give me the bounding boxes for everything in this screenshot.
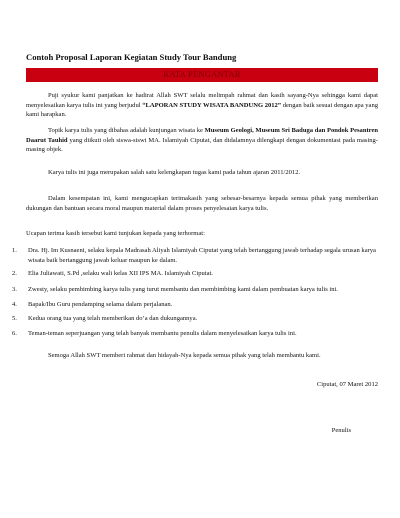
place-date: Ciputat, 07 Maret 2012 bbox=[316, 381, 378, 388]
list-item-number: 3. bbox=[12, 285, 17, 293]
paragraph-3 bbox=[26, 168, 378, 178]
list-item bbox=[12, 329, 380, 339]
visit-locations: Museum Geologi, Museum Sri Baduga dan Pondok Pesantren Daarut Tauhid bbox=[26, 127, 378, 144]
list-item bbox=[12, 314, 380, 324]
report-title-ref: “LAPORAN STUDY WISATA BANDUNG 2012” bbox=[142, 101, 282, 109]
list-item-text: Teman-teman seperjuangan yang telah banyak membantu penulis dalam menyelesaikan karya tulis ini. bbox=[28, 329, 297, 337]
list-item-number: 1. bbox=[12, 247, 17, 254]
list-item-number: 2. bbox=[12, 270, 17, 278]
paragraph-5-text: Ucapan terima kasih tersebut kami tunjukan kepada yang terhormat: bbox=[26, 230, 205, 237]
list-item bbox=[12, 246, 380, 265]
list-item-number: 4. bbox=[12, 301, 17, 309]
paragraph-1-text-c: dengan baik sesuai dengan apa yang kami harapkan. bbox=[26, 101, 379, 119]
document-title: Contoh Proposal Laporan Kegiatan Study Tour Bandung bbox=[26, 52, 237, 62]
paragraph-3-text: Karya tulis ini juga merupakan salah satu kelengkapan tugas kami pada tahun ajaran 2011/2012. bbox=[48, 169, 301, 176]
acknowledgement-list bbox=[12, 246, 380, 338]
list-item-text: Zwesty, selaku pembimbing karya tulis yang turut membantu dan membimbing kami dalam pembuatan karya tulis ini. bbox=[28, 285, 338, 293]
list-item-text: Kedua orang tua yang telah memberikan do’a dan dukungannya. bbox=[28, 314, 198, 322]
list-item-number: 6. bbox=[12, 329, 17, 337]
paragraph-2-text-a: Topik karya tulis yang dibahas adalah kunjungan wisata ke bbox=[48, 127, 205, 134]
list-item bbox=[12, 300, 380, 310]
paragraph-5 bbox=[26, 229, 378, 239]
paragraph-4-text: Dalam kesempatan ini, kami mengucapkan terimakasih yang sebesar-besarnya kepada semua pihak yang memberikan dukungan dan bantuan secara moral maupun material dalam proses penyelesaian karya tulis. bbox=[26, 195, 378, 212]
paragraph-2-text-c: yang diikuti oleh siswa-siswi MA. Islamiyah Ciputat, dan didalamnya dilengkapi dengan dokumentasi pada masing-masing objek. bbox=[26, 136, 378, 154]
list-item-number: 5. bbox=[12, 314, 17, 322]
list-item-text: Elia Juliawati, S.Pd ,selaku wali kelas XII IPS MA. Islamiyah Ciputat. bbox=[28, 270, 213, 278]
list-item-text: Dra. Hj. Im Kusnaeni, selaku kepala Madrasah Aliyah Islamiyah Ciputat yang telah bertanggung jawab terhadap segala urusan karya wisata baik bertanggung jawab keluar maupun ke dalam. bbox=[28, 247, 376, 264]
list-item-text: Bapak/Ibu Guru pendamping selama dalam perjalanan. bbox=[28, 301, 173, 309]
paragraph-2 bbox=[26, 126, 378, 155]
paragraph-1 bbox=[26, 91, 378, 120]
list-item bbox=[12, 269, 380, 279]
list-item bbox=[12, 285, 380, 295]
banner-heading: KATA PENGANTAR bbox=[163, 70, 241, 79]
paragraph-1-text-a: Puji syukur kami panjatkan ke hadirat Allah SWT selalu melimpah rahmat dan kasih sayang-Nya sehingga kami dapat menyelesaikan karya tulis ini yang berjudul bbox=[26, 92, 378, 109]
paragraph-6-text: Semoga Allah SWT memberi rahmat dan hidayah-Nya kepada semua pihak yang telah membantu kami. bbox=[48, 352, 321, 359]
signature-label: Penulis bbox=[331, 427, 351, 434]
paragraph-4 bbox=[26, 194, 378, 213]
section-banner bbox=[26, 68, 378, 82]
paragraph-6 bbox=[26, 351, 378, 361]
